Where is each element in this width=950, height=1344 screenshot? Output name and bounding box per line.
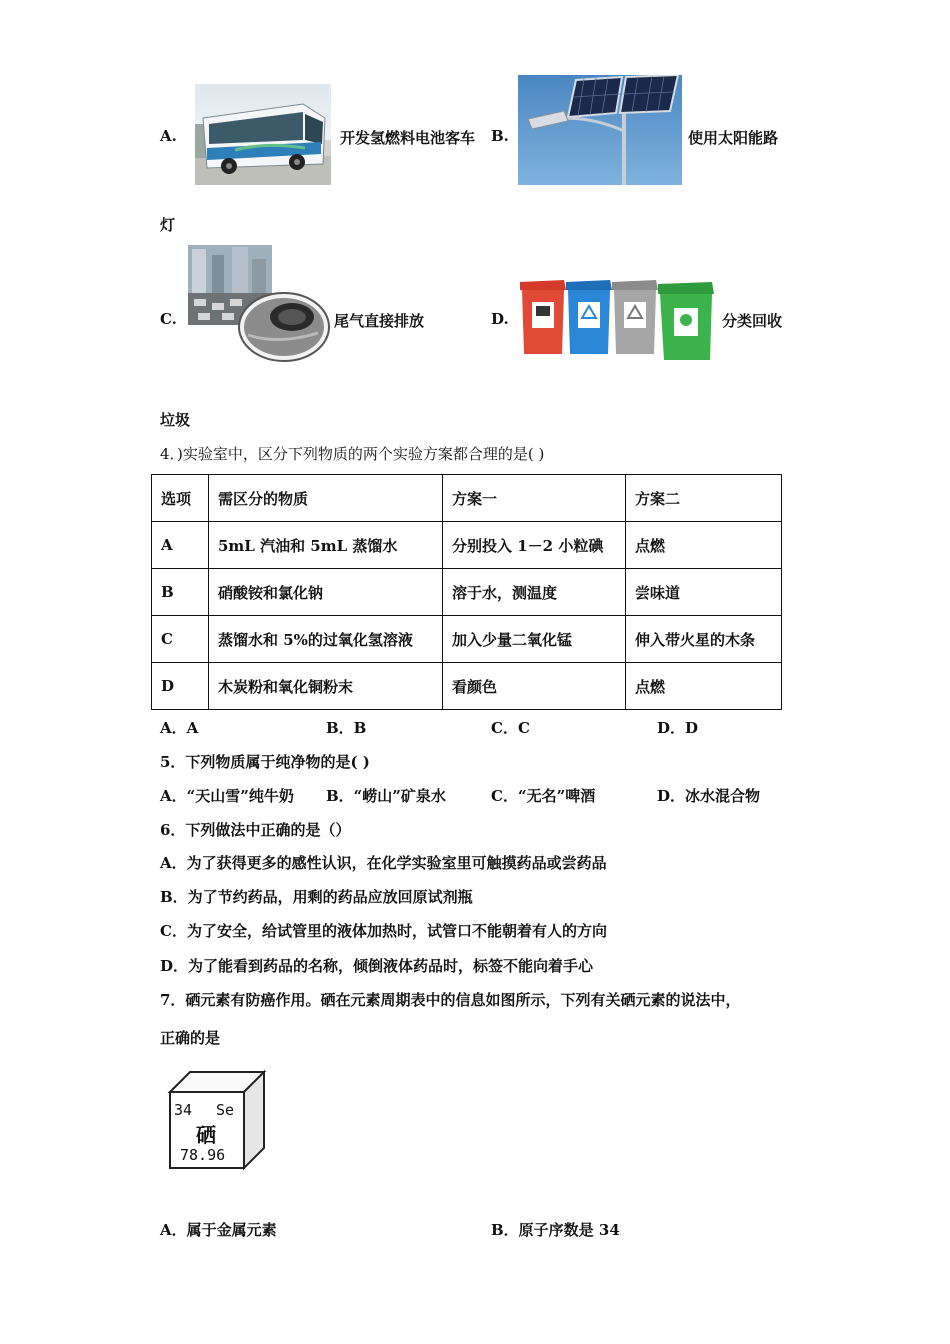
q4-choice-c: C．C [491, 719, 530, 737]
table-row [152, 569, 782, 616]
table-cell: D [152, 663, 209, 710]
q3-option-b-letter: B. [491, 127, 509, 145]
q6-stem: 6．下列做法中正确的是（） [160, 821, 351, 839]
q7-choice-b: B．原子序数是 34 [491, 1221, 620, 1239]
q4-choice-a: A．A [160, 719, 199, 737]
solar-panel-icon [518, 75, 682, 185]
table-cell: 尝味道 [626, 569, 782, 616]
table-cell: 点燃 [626, 522, 782, 569]
q3-option-c-letter: C. [160, 310, 177, 328]
q3-option-d-letter: D. [491, 310, 509, 328]
q5-choice-c: C．“无名”啤酒 [491, 787, 596, 805]
q4-choice-d: D．D [657, 719, 699, 737]
table-cell: C [152, 616, 209, 663]
q6-choice-d: D．为了能看到药品的名称，倾倒液体药品时，标签不能向着手心 [160, 957, 594, 975]
table-row [152, 522, 782, 569]
q6-choice-c: C．为了安全，给试管里的液体加热时，试管口不能朝着有人的方向 [160, 922, 607, 940]
bus-image [195, 84, 331, 185]
element-symbol: Se [216, 1101, 235, 1119]
q6-choice-a: A．为了获得更多的感性认识，在化学实验室里可触摸药品或尝药品 [160, 854, 607, 872]
table-cell: 分别投入 1－2 小粒碘 [443, 522, 626, 569]
q3-option-c-text: 尾气直接排放 [334, 312, 425, 330]
recycle-bin-icon [518, 276, 716, 362]
q5-choice-a: A．“天山雪”纯牛奶 [160, 787, 294, 805]
q3-option-d-text: 分类回收 [722, 312, 783, 330]
table-header-cell: 方案二 [626, 475, 782, 522]
q5-choice-b: B．“崂山”矿泉水 [326, 787, 446, 805]
selenium-element-card [166, 1068, 270, 1172]
q4-stem: 4．)实验室中，区分下列物质的两个实验方案都合理的是( ) [160, 445, 545, 463]
table-row [152, 663, 782, 710]
table-cell: B [152, 569, 209, 616]
element-name: 硒 [196, 1123, 216, 1147]
bus-icon [195, 84, 331, 185]
element-number: 34 [174, 1101, 193, 1119]
q4-choice-b: B．B [326, 719, 367, 737]
q7-stem-line1: 7．硒元素有防癌作用。硒在元素周期表中的信息如图所示，下列有关硒元素的说法中， [160, 991, 741, 1009]
table-cell: 伸入带火星的木条 [626, 616, 782, 663]
q5-stem: 5．下列物质属于纯净物的是( ) [160, 753, 370, 771]
q5-choice-d: D．冰水混合物 [657, 787, 761, 805]
q3-option-b-text: 使用太阳能路 [688, 129, 779, 147]
table-cell: 5mL 汽油和 5mL 蒸馏水 [209, 522, 443, 569]
table-cell: 蒸馏水和 5%的过氧化氢溶液 [209, 616, 443, 663]
table-cell: 看颜色 [443, 663, 626, 710]
table-header-cell: 需区分的物质 [209, 475, 443, 522]
q3-option-d-text-cont: 垃圾 [160, 411, 191, 429]
table-header-row [152, 475, 782, 522]
traffic-exhaust-image [188, 245, 330, 363]
car-exhaust-icon [188, 245, 330, 363]
table-cell: 硝酸铵和氯化钠 [209, 569, 443, 616]
table-header-cell: 选项 [152, 475, 209, 522]
q7-choice-a: A．属于金属元素 [160, 1221, 277, 1239]
table-row [152, 616, 782, 663]
table-cell: A [152, 522, 209, 569]
q3-option-a-letter: A. [160, 127, 177, 145]
table-cell: 木炭粉和氧化铜粉末 [209, 663, 443, 710]
table-header-cell: 方案一 [443, 475, 626, 522]
solar-lamp-image [518, 75, 682, 185]
q6-choice-b: B．为了节约药品，用剩的药品应放回原试剂瓶 [160, 888, 473, 906]
q3-option-b-text-cont: 灯 [160, 216, 176, 234]
table-cell: 点燃 [626, 663, 782, 710]
q4-table [151, 474, 782, 710]
q7-stem-line2: 正确的是 [160, 1029, 221, 1047]
table-cell: 溶于水，测温度 [443, 569, 626, 616]
element-mass: 78.96 [180, 1146, 226, 1164]
q3-option-a-text: 开发氢燃料电池客车 [340, 129, 476, 147]
recycling-bins-image [518, 276, 716, 362]
table-cell: 加入少量二氧化锰 [443, 616, 626, 663]
